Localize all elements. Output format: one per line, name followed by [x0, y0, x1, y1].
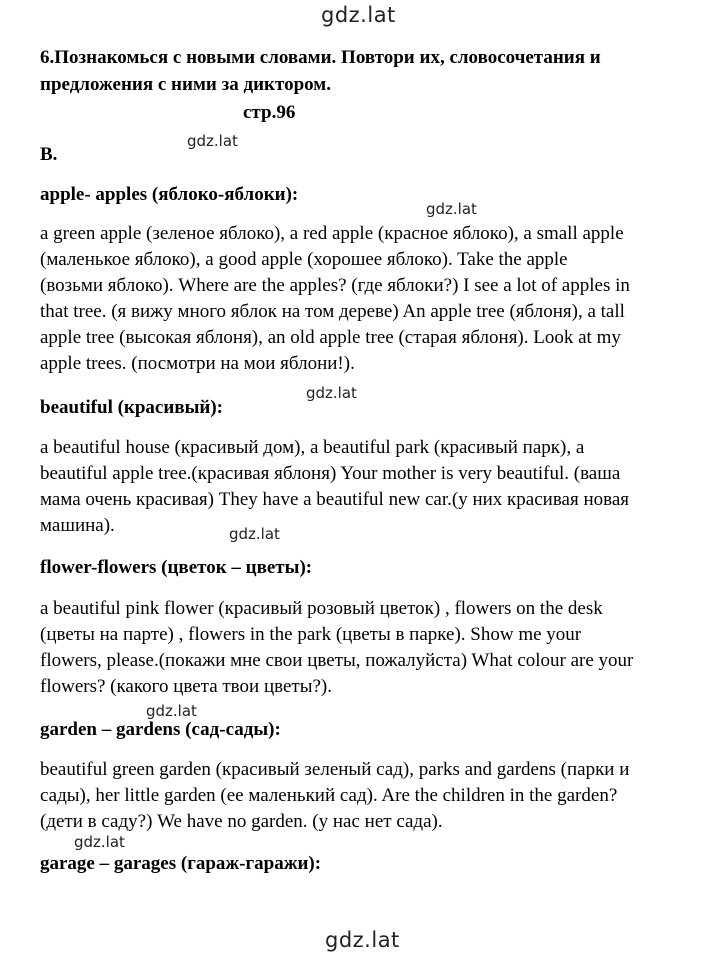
task-title-line-2: предложения с ними за диктором.: [40, 74, 331, 95]
entry-line: (дети в саду?) We have no garden. (у нас нет сада).: [40, 811, 443, 832]
entry-line: a green apple (зеленое яблоко), a red apple (красное яблоко), a small apple: [40, 223, 624, 244]
entry-line: мама очень красивая) They have a beautiful new car.(у них красивая новая: [40, 489, 630, 510]
entry-line: that tree. (я вижу много яблок на том дереве) An apple tree (яблоня), a tall: [40, 301, 625, 322]
task-title-line-1: 6.Познакомься с новыми словами. Повтори их, словосочетания и: [40, 47, 601, 68]
watermark-inline: gdz.lat: [74, 833, 125, 851]
section-label: B.: [40, 144, 58, 165]
entry-line: flowers, please.(покажи мне свои цветы, пожалуйста) What colour are your: [40, 650, 634, 671]
entry-body-beautiful: [40, 435, 680, 539]
entry-heading-flower: flower-flowers (цветок – цветы):: [40, 557, 313, 578]
entry-line: a beautiful house (красивый дом), a beautiful park (красивый парк), a: [40, 437, 585, 458]
watermark-bottom: gdz.lat: [325, 928, 400, 952]
entry-line: beautiful apple tree.(красивая яблоня) Your mother is very beautiful. (ваша: [40, 463, 621, 484]
watermark-inline: gdz.lat: [306, 384, 357, 402]
entry-heading-garden: garden – gardens (сад-сады):: [40, 719, 281, 740]
entry-heading-beautiful: beautiful (красивый):: [40, 397, 224, 418]
watermark-inline: gdz.lat: [146, 702, 197, 720]
entry-line: apple tree (высокая яблоня), an old apple tree (старая яблоня). Look at my: [40, 327, 621, 348]
entry-body-apple: [40, 221, 680, 377]
entry-heading-apple: apple- apples (яблоко-яблоки):: [40, 184, 299, 205]
watermark-inline: gdz.lat: [187, 132, 238, 150]
entry-line: (цветы на парте) , flowers in the park (цветы в парке). Show me your: [40, 624, 582, 645]
watermark-inline: gdz.lat: [229, 525, 280, 543]
entry-line: a beautiful pink flower (красивый розовый цветок) , flowers on the desk: [40, 598, 603, 619]
watermark-top: gdz.lat: [321, 3, 396, 27]
entry-line: apple trees. (посмотри на мои яблони!).: [40, 353, 355, 374]
watermark-inline: gdz.lat: [426, 200, 477, 218]
entry-line: (возьми яблоко). Where are the apples? (где яблоки?) I see a lot of apples in: [40, 275, 630, 296]
entry-heading-garage: garage – garages (гараж-гаражи):: [40, 853, 322, 874]
entry-body-flower: [40, 596, 680, 700]
entry-line: машина).: [40, 515, 115, 536]
page-number: стр.96: [243, 102, 296, 123]
entry-line: beautiful green garden (красивый зеленый сад), parks and gardens (парки и: [40, 759, 630, 780]
entry-line: (маленькое яблоко), a good apple (хорошее яблоко). Take the apple: [40, 249, 568, 270]
entry-line: сады), her little garden (ее маленький сад). Are the children in the garden?: [40, 785, 618, 806]
entry-line: flowers? (какого цвета твои цветы?).: [40, 676, 332, 697]
entry-body-garden: [40, 757, 680, 835]
